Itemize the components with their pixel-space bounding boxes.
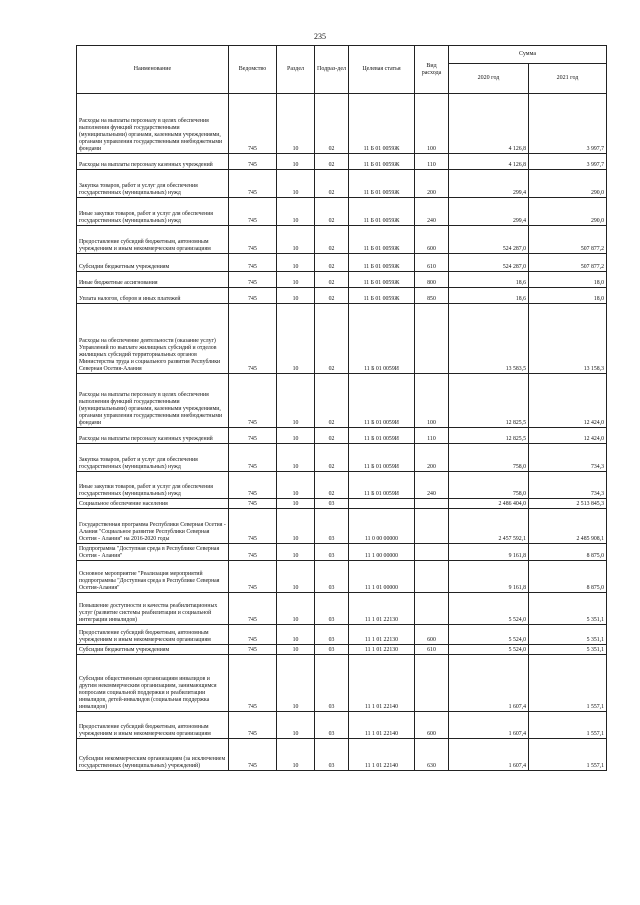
cell-s2020: 758,0 — [449, 472, 529, 499]
cell-ved: 745 — [229, 94, 277, 154]
cell-vid — [415, 509, 449, 544]
cell-raz: 10 — [277, 444, 315, 472]
table-row — [77, 304, 607, 374]
cell-ved: 745 — [229, 561, 277, 593]
cell-s2021: 1 557,1 — [529, 712, 607, 739]
cell-raz: 10 — [277, 544, 315, 561]
cell-ved: 745 — [229, 739, 277, 771]
cell-vid: 600 — [415, 712, 449, 739]
cell-name: Закупка товаров, работ и услуг для обеспечения государственных (муниципальных) нужд — [77, 170, 229, 198]
cell-s2020: 9 161,8 — [449, 561, 529, 593]
cell-name: Иные закупки товаров, работ и услуг для обеспечения государственных (муниципальных) нужд — [77, 472, 229, 499]
cell-vid: 850 — [415, 288, 449, 304]
cell-s2021: 2 513 845,3 — [529, 499, 607, 509]
header-cel: Целевая статья — [349, 46, 415, 94]
cell-vid: 110 — [415, 154, 449, 170]
cell-vid: 100 — [415, 374, 449, 428]
cell-s2020: 5 524,0 — [449, 593, 529, 625]
cell-raz: 10 — [277, 561, 315, 593]
cell-name: Иные закупки товаров, работ и услуг для обеспечения государственных (муниципальных) нужд — [77, 198, 229, 226]
cell-cel: 11 1 01 22140 — [349, 655, 415, 712]
cell-vid — [415, 499, 449, 509]
cell-name: Субсидии бюджетным учреждениям — [77, 254, 229, 272]
cell-ved: 745 — [229, 472, 277, 499]
cell-raz: 10 — [277, 655, 315, 712]
cell-ved: 745 — [229, 254, 277, 272]
cell-raz: 10 — [277, 739, 315, 771]
cell-vid: 110 — [415, 428, 449, 444]
table-row — [77, 428, 607, 444]
cell-name: Иные бюджетные ассигнования — [77, 272, 229, 288]
cell-raz: 10 — [277, 226, 315, 254]
header-ved: Ведомство — [229, 46, 277, 94]
cell-cel: 11 Б 01 0059И — [349, 428, 415, 444]
cell-cel: 11 1 01 22130 — [349, 593, 415, 625]
cell-name: Подпрограмма "Доступная среда в Республике Северная Осетия - Алания" — [77, 544, 229, 561]
cell-cel: 11 Б 01 0059Ж — [349, 154, 415, 170]
cell-vid: 600 — [415, 226, 449, 254]
cell-name: Социальное обеспечение населения — [77, 499, 229, 509]
cell-ved: 745 — [229, 544, 277, 561]
cell-s2020: 299,4 — [449, 170, 529, 198]
cell-s2020: 758,0 — [449, 444, 529, 472]
cell-ved: 745 — [229, 304, 277, 374]
cell-pod: 03 — [315, 739, 349, 771]
cell-cel: 11 1 00 00000 — [349, 544, 415, 561]
cell-raz: 10 — [277, 374, 315, 428]
cell-s2020: 2 457 592,1 — [449, 509, 529, 544]
cell-pod: 03 — [315, 625, 349, 645]
cell-s2021: 5 351,1 — [529, 625, 607, 645]
cell-pod: 02 — [315, 94, 349, 154]
cell-pod: 02 — [315, 444, 349, 472]
cell-raz: 10 — [277, 472, 315, 499]
cell-cel: 11 Б 01 0059Ж — [349, 288, 415, 304]
cell-s2021: 734,3 — [529, 444, 607, 472]
cell-cel: 11 Б 01 0059И — [349, 472, 415, 499]
header-vid: Вид расхода — [415, 46, 449, 94]
cell-s2020: 9 161,8 — [449, 544, 529, 561]
cell-name: Расходы на выплаты персоналу казенных учреждений — [77, 154, 229, 170]
cell-vid — [415, 544, 449, 561]
cell-raz: 10 — [277, 499, 315, 509]
cell-cel: 11 Б 01 0059Ж — [349, 94, 415, 154]
cell-cel: 11 Б 01 0059Ж — [349, 170, 415, 198]
cell-s2020: 5 524,0 — [449, 625, 529, 645]
header-summa: Сумма — [449, 46, 607, 64]
cell-s2020: 4 126,8 — [449, 154, 529, 170]
cell-s2020: 4 126,8 — [449, 94, 529, 154]
cell-ved: 745 — [229, 625, 277, 645]
cell-s2021: 18,0 — [529, 288, 607, 304]
cell-raz: 10 — [277, 198, 315, 226]
cell-s2021: 8 875,0 — [529, 561, 607, 593]
cell-s2021: 5 351,1 — [529, 645, 607, 655]
cell-vid — [415, 655, 449, 712]
cell-raz: 10 — [277, 712, 315, 739]
table-row — [77, 170, 607, 198]
cell-ved: 745 — [229, 226, 277, 254]
cell-name: Расходы на обеспечение деятельности (оказание услуг) Управлений по выплате жилищных субсидий и отделов жилищных субсидий территориальных органов Министерства труда и социального развития Республики Северная Осетия-Алания — [77, 304, 229, 374]
cell-cel: 11 1 01 22130 — [349, 625, 415, 645]
cell-vid: 240 — [415, 198, 449, 226]
table-row — [77, 739, 607, 771]
cell-name: Субсидии бюджетным учреждениям — [77, 645, 229, 655]
cell-s2020: 18,6 — [449, 272, 529, 288]
cell-s2020: 299,4 — [449, 198, 529, 226]
cell-name: Закупка товаров, работ и услуг для обеспечения государственных (муниципальных) нужд — [77, 444, 229, 472]
cell-ved: 745 — [229, 198, 277, 226]
cell-pod: 02 — [315, 272, 349, 288]
table-row — [77, 272, 607, 288]
header-name: Наименование — [77, 46, 229, 94]
cell-s2021: 507 877,2 — [529, 226, 607, 254]
cell-name: Расходы на выплаты персоналу казенных учреждений — [77, 428, 229, 444]
table-row — [77, 374, 607, 428]
table-row — [77, 94, 607, 154]
cell-name: Субсидии общественным организациям инвалидов и другим некоммерческим организациям, занимающимся вопросами социальной поддержки и реабилитации инвалидов, детей-инвалидов (социальная поддержка инвалидов) — [77, 655, 229, 712]
budget-table — [76, 45, 607, 771]
cell-name: Предоставление субсидий бюджетным, автономным учреждениям и иным некоммерческим организациям — [77, 625, 229, 645]
table-body — [77, 94, 607, 771]
table-row — [77, 625, 607, 645]
cell-ved: 745 — [229, 444, 277, 472]
table-row — [77, 544, 607, 561]
cell-cel: 11 1 01 22130 — [349, 645, 415, 655]
cell-vid: 100 — [415, 94, 449, 154]
table-row — [77, 198, 607, 226]
cell-s2021: 3 997,7 — [529, 94, 607, 154]
cell-name: Расходы на выплаты персоналу в целях обеспечения выполнения функций государственными (муниципальными) органами, казенными учреждениями, органами управления государственными внебюджетными фондами — [77, 94, 229, 154]
table-row — [77, 472, 607, 499]
cell-raz: 10 — [277, 154, 315, 170]
cell-name: Уплата налогов, сборов и иных платежей — [77, 288, 229, 304]
cell-ved: 745 — [229, 509, 277, 544]
cell-s2020: 2 486 404,0 — [449, 499, 529, 509]
cell-s2020: 18,6 — [449, 288, 529, 304]
cell-cel: 11 Б 01 0059Ж — [349, 198, 415, 226]
table-row — [77, 226, 607, 254]
cell-pod: 02 — [315, 254, 349, 272]
cell-raz: 10 — [277, 428, 315, 444]
cell-s2020: 1 607,4 — [449, 655, 529, 712]
cell-raz: 10 — [277, 94, 315, 154]
cell-s2020: 524 287,0 — [449, 254, 529, 272]
cell-cel: 11 Б 01 0059Ж — [349, 226, 415, 254]
table-row — [77, 154, 607, 170]
header-razdel: Раздел — [277, 46, 315, 94]
table-row — [77, 561, 607, 593]
cell-vid — [415, 561, 449, 593]
cell-pod: 03 — [315, 561, 349, 593]
cell-name: Государственная программа Республики Северная Осетия - Алания "Социальное развитие Республики Северная Осетия - Алания" на 2016-2020 годы — [77, 509, 229, 544]
cell-pod: 03 — [315, 499, 349, 509]
cell-pod: 02 — [315, 154, 349, 170]
cell-name: Субсидии некоммерческим организациям (за исключением государственных (муниципальных) учреждений) — [77, 739, 229, 771]
cell-ved: 745 — [229, 272, 277, 288]
cell-pod: 03 — [315, 509, 349, 544]
cell-pod: 02 — [315, 374, 349, 428]
cell-ved: 745 — [229, 593, 277, 625]
cell-s2020: 5 524,0 — [449, 645, 529, 655]
cell-vid: 800 — [415, 272, 449, 288]
cell-pod: 03 — [315, 655, 349, 712]
cell-vid: 200 — [415, 444, 449, 472]
cell-s2021: 2 485 908,1 — [529, 509, 607, 544]
cell-pod: 02 — [315, 304, 349, 374]
cell-ved: 745 — [229, 712, 277, 739]
cell-s2021: 5 351,1 — [529, 593, 607, 625]
cell-s2021: 12 424,0 — [529, 428, 607, 444]
cell-cel: 11 1 01 22140 — [349, 739, 415, 771]
cell-pod: 03 — [315, 593, 349, 625]
cell-ved: 745 — [229, 645, 277, 655]
cell-s2021: 734,3 — [529, 472, 607, 499]
cell-s2021: 3 997,7 — [529, 154, 607, 170]
cell-cel: 11 Б 01 0059И — [349, 444, 415, 472]
cell-vid: 240 — [415, 472, 449, 499]
cell-cel: 11 Б 01 0059И — [349, 304, 415, 374]
cell-ved: 745 — [229, 374, 277, 428]
cell-s2021: 507 877,2 — [529, 254, 607, 272]
cell-raz: 10 — [277, 254, 315, 272]
cell-ved: 745 — [229, 170, 277, 198]
cell-ved: 745 — [229, 154, 277, 170]
cell-vid: 600 — [415, 625, 449, 645]
cell-ved: 745 — [229, 655, 277, 712]
table-row — [77, 254, 607, 272]
cell-raz: 10 — [277, 645, 315, 655]
cell-s2020: 12 825,5 — [449, 428, 529, 444]
cell-cel: 11 1 01 00000 — [349, 561, 415, 593]
cell-s2020: 1 607,4 — [449, 712, 529, 739]
cell-s2021: 290,0 — [529, 170, 607, 198]
cell-pod: 03 — [315, 645, 349, 655]
cell-vid: 610 — [415, 254, 449, 272]
cell-cel: 11 Б 01 0059И — [349, 374, 415, 428]
cell-cel: 11 Б 01 0059Ж — [349, 272, 415, 288]
cell-name: Основное мероприятие "Реализация мероприятий подпрограммы "Доступная среда в Республике Северная Осетия-Алания" — [77, 561, 229, 593]
cell-pod: 02 — [315, 472, 349, 499]
cell-vid: 200 — [415, 170, 449, 198]
cell-s2021: 13 158,3 — [529, 304, 607, 374]
cell-cel: 11 0 00 00000 — [349, 509, 415, 544]
cell-s2021: 18,0 — [529, 272, 607, 288]
table-row — [77, 444, 607, 472]
cell-pod: 02 — [315, 226, 349, 254]
table-row — [77, 288, 607, 304]
cell-pod: 02 — [315, 288, 349, 304]
header-year-2021: 2021 год — [529, 64, 607, 94]
cell-s2021: 1 557,1 — [529, 739, 607, 771]
table-row — [77, 712, 607, 739]
header-podrazdel: Подраз-дел — [315, 46, 349, 94]
cell-name: Предоставление субсидий бюджетным, автономным учреждениям и иным некоммерческим организациям — [77, 712, 229, 739]
cell-cel: 11 1 01 22140 — [349, 712, 415, 739]
cell-pod: 02 — [315, 198, 349, 226]
cell-pod: 02 — [315, 170, 349, 198]
cell-vid: 630 — [415, 739, 449, 771]
page-number: 235 — [314, 32, 326, 41]
cell-s2021: 1 557,1 — [529, 655, 607, 712]
cell-raz: 10 — [277, 288, 315, 304]
cell-raz: 10 — [277, 593, 315, 625]
cell-cel — [349, 499, 415, 509]
header-year-2020: 2020 год — [449, 64, 529, 94]
cell-raz: 10 — [277, 509, 315, 544]
table-row — [77, 509, 607, 544]
cell-pod: 03 — [315, 544, 349, 561]
cell-s2020: 1 607,4 — [449, 739, 529, 771]
cell-pod: 02 — [315, 428, 349, 444]
cell-ved: 745 — [229, 288, 277, 304]
cell-name: Повышение доступности и качества реабилитационных услуг (развитие системы реабилитации и социальной интеграции инвалидов) — [77, 593, 229, 625]
cell-s2020: 524 287,0 — [449, 226, 529, 254]
table-row — [77, 593, 607, 625]
cell-raz: 10 — [277, 170, 315, 198]
cell-s2020: 13 583,5 — [449, 304, 529, 374]
cell-s2020: 12 825,5 — [449, 374, 529, 428]
cell-ved: 745 — [229, 428, 277, 444]
cell-raz: 10 — [277, 304, 315, 374]
cell-raz: 10 — [277, 625, 315, 645]
cell-name: Предоставление субсидий бюджетным, автономным учреждениям и иным некоммерческим организациям — [77, 226, 229, 254]
cell-ved: 745 — [229, 499, 277, 509]
cell-cel: 11 Б 01 0059Ж — [349, 254, 415, 272]
cell-s2021: 290,0 — [529, 198, 607, 226]
cell-s2021: 12 424,0 — [529, 374, 607, 428]
cell-name: Расходы на выплаты персоналу в целях обеспечения выполнения функций государственными (муниципальными) органами, казенными учреждениями, органами управления государственными внебюджетными фондами — [77, 374, 229, 428]
table-row — [77, 499, 607, 509]
cell-vid — [415, 593, 449, 625]
cell-pod: 03 — [315, 712, 349, 739]
cell-raz: 10 — [277, 272, 315, 288]
cell-s2021: 8 875,0 — [529, 544, 607, 561]
table-row — [77, 645, 607, 655]
table-row — [77, 655, 607, 712]
cell-vid: 610 — [415, 645, 449, 655]
cell-vid — [415, 304, 449, 374]
